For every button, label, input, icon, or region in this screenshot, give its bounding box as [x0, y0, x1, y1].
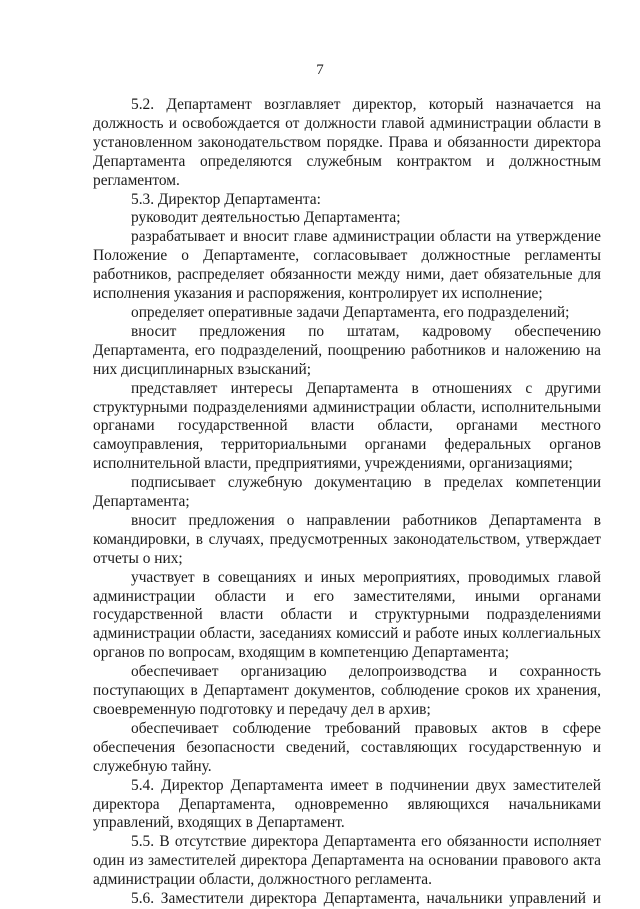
- duty-item: подписывает служебную документацию в пределах компетенции Департамента;: [93, 474, 601, 511]
- duty-item: обеспечивает соблюдение требований правовых актов в сфере обеспечения безопасности сведений, составляющих государственную и служебную тайну.: [93, 719, 601, 775]
- paragraph-5-2: 5.2. Департамент возглавляет директор, который назначается на должность и освобождается от должности главой администрации области в установленном законодательством порядке. Права и обязанности директора Департамента определяются служебным контрактом и должностным регламентом.: [93, 96, 601, 189]
- duty-item: определяет оперативные задачи Департамента, его подразделений;: [131, 303, 570, 321]
- duty-item: вносит предложения о направлении работников Департамента в командировки, в случаях, предусмотренных законодательством, утверждает отчеты о них;: [93, 511, 601, 567]
- duty-item: представляет интересы Департамента в отношениях с другими структурными подразделениями администрации области, исполнительными органами государственной власти области, органами местного самоуправления, территориальными органами федеральных органов исполнительной власти, предприятиями, учреждениями, организациями;: [93, 379, 601, 473]
- duty-item: разрабатывает и вносит главе администрации области на утверждение Положение о Департаменте, согласовывает должностные регламенты работников, распределяет обязанности между ними, дает обязательные для исполнения указания и распоряжения, контролирует их исполнение;: [93, 228, 601, 303]
- paragraph-5-5: 5.5. В отсутствие директора Департамента его обязанности исполняет один из заместителей директора Департамента на основании правового акта администрации области, должностного регламента.: [93, 833, 601, 889]
- duty-item: обеспечивает организацию делопроизводства и сохранность поступающих в Департамент документов, соблюдение сроков их хранения, своевременную подготовку и передачу дел в архив;: [93, 663, 601, 718]
- duty-item: участвует в совещаниях и иных мероприятиях, проводимых главой администрации области и его заместителями, иными органами государственной власти области и структурными подразделениями администрации области, заседаниях комиссий и работе иных коллегиальных органов по вопросам, входящим в компетенцию Департамента;: [93, 568, 601, 662]
- document-body: [93, 96, 601, 909]
- page-number: 7: [316, 62, 324, 78]
- paragraph-5-6: 5.6. Заместители директора Департамента, начальники управлений и: [131, 890, 601, 908]
- duty-item: руководит деятельностью Департамента;: [131, 209, 401, 227]
- paragraph-5-4: 5.4. Директор Департамента имеет в подчинении двух заместителей директора Департамента, одновременно являющихся начальниками управлений, входящих в Департамент.: [93, 776, 601, 832]
- duty-item: вносит предложения по штатам, кадровому обеспечению Департамента, его подразделений, поощрению работников и наложению на них дисциплинарных взысканий;: [93, 322, 601, 378]
- paragraph-5-3-heading: 5.3. Директор Департамента:: [131, 190, 321, 208]
